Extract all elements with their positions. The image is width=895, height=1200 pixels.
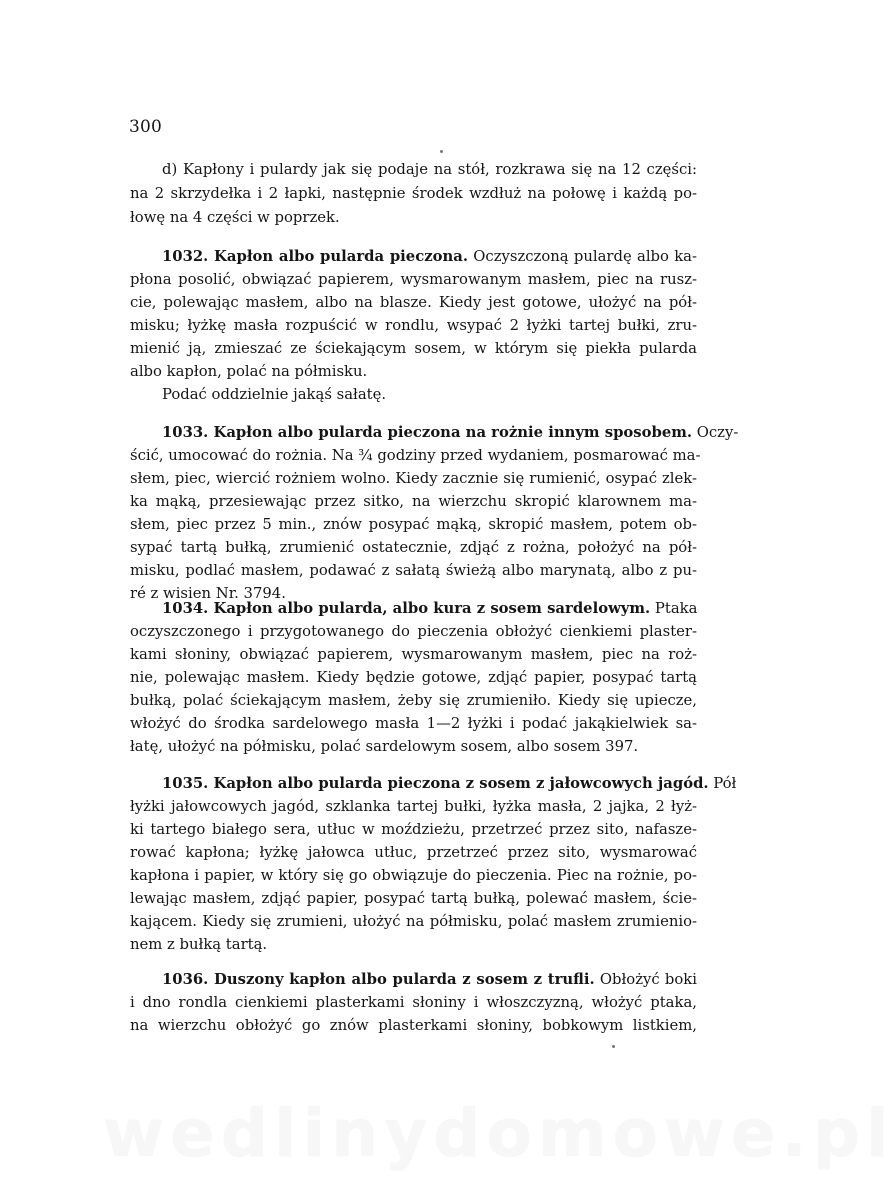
recipe-1035-line-7: kającem. Kiedy się zrumieni, ułożyć na półmisku, polać masłem zrumienio- (130, 913, 697, 930)
recipe-1034-line-5: bułką, polać ściekającym masłem, żeby się zrumieniło. Kiedy się upiecze, (130, 692, 697, 709)
recipe-1034-first-line (162, 597, 697, 620)
recipe-1033-line-8: ré z wisien Nr. 3794. (130, 585, 286, 602)
recipe-1033-line-5: słem, piec przez 5 min., znów posypać mąką, skropić masłem, potem ob- (130, 516, 697, 533)
recipe-1036-first-line (162, 968, 697, 991)
recipe-1032-line-1: Oczyszczoną pulardę albo ka- (468, 248, 698, 265)
recipe-1033-line-6: sypać tartą bułką, zrumienić ostatecznie, zdjąć z rożna, położyć na pół- (130, 539, 697, 556)
recipe-1034-line-2: oczyszczonego i przygotowanego do pieczenia obłożyć cienkiemi plaster- (130, 623, 697, 640)
watermark-text: wedlinydomowe.pl (103, 1095, 895, 1172)
recipe-1032-line-4: misku; łyżkę masła rozpuścić w rondlu, wsypać 2 łyżki tartej bułki, zru- (130, 317, 697, 334)
recipe-1035-heading: 1035. Kapłon albo pularda pieczona z sosem z jałowcowych jagód. (162, 775, 709, 792)
scan-speck (612, 1045, 615, 1048)
recipe-1035-first-line (162, 772, 737, 795)
recipe-1034-line-3: kami słoniny, obwiązać papierem, wysmarowanym masłem, piec na roż- (130, 646, 697, 663)
recipe-1036-line-2: i dno rondla cienkiemi plasterkami słoniny i włoszczyzną, włożyć ptaka, (130, 994, 697, 1011)
recipe-1033-heading: 1033. Kapłon albo pularda pieczona na rożnie innym sposobem. (162, 424, 693, 441)
recipe-1032-line-6: albo kapłon, polać na półmisku. (130, 363, 368, 380)
recipe-1034-line-1: Ptaka (650, 600, 698, 617)
recipe-1033-line-2: ścić, umocować do rożnia. Na ¾ godziny przed wydaniem, posmarować ma- (130, 447, 701, 464)
page-number: 300 (129, 117, 163, 137)
recipe-1035-line-5: kapłona i papier, w który się go obwiązuje do pieczenia. Piec na rożnie, po- (130, 867, 697, 884)
recipe-1033-line-7: misku, podlać masłem, podawać z sałatą świeżą albo marynatą, albo z pu- (130, 562, 697, 579)
recipe-1036-line-3: na wierzchu obłożyć go znów plasterkami słoniny, bobkowym listkiem, (130, 1017, 697, 1034)
recipe-1034-line-6: włożyć do środka sardelowego masła 1—2 łyżki i podać jakąkielwiek sa- (130, 715, 697, 732)
recipe-1033-first-line (162, 421, 739, 444)
recipe-1035-line-4: rować kapłona; łyżkę jałowca utłuc, przetrzeć przez sito, wysmarować (130, 844, 697, 861)
recipe-1036-heading: 1036. Duszony kapłon albo pularda z sosem z trufli. (162, 971, 595, 988)
recipe-1035-line-1: Pół (708, 775, 737, 792)
text-line-intro-3: łowę na 4 części w poprzek. (130, 209, 340, 226)
recipe-1033-line-4: ka mąką, przesiewając przez sitko, na wierzchu skropić klarownem ma- (130, 493, 697, 510)
recipe-1035-line-8: nem z bułką tartą. (130, 936, 268, 953)
recipe-1034-line-7: łatę, ułożyć na półmisku, polać sardelowym sosem, albo sosem 397. (130, 738, 639, 755)
recipe-1034-heading: 1034. Kapłon albo pularda, albo kura z sosem sardelowym. (162, 600, 651, 617)
recipe-1032-line-3: cie, polewając masłem, albo na blasze. Kiedy jest gotowe, ułożyć na pół- (130, 294, 697, 311)
recipe-1032-line-7: Podać oddzielnie jakąś sałatę. (162, 386, 387, 403)
recipe-1033-line-1: Oczy- (692, 424, 739, 441)
recipe-1035-line-6: lewając masłem, zdjąć papier, posypać tartą bułką, polewać masłem, ście- (130, 890, 697, 907)
recipe-1033-line-3: słem, piec, wiercić rożniem wolno. Kiedy zacznie się rumienić, osypać zlek- (130, 470, 697, 487)
recipe-1035-line-3: ki tartego białego sera, utłuc w moździeżu, przetrzeć przez sito, nafasze- (130, 821, 697, 838)
recipe-1032-first-line (162, 245, 697, 268)
scan-speck (440, 150, 443, 153)
recipe-1036-line-1: Obłożyć boki (594, 971, 697, 988)
recipe-1035-line-2: łyżki jałowcowych jagód, szklanka tartej bułki, łyżka masła, 2 jajka, 2 łyż- (130, 798, 697, 815)
text-line-intro-2: na 2 skrzydełka i 2 łapki, następnie środek wzdłuż na połowę i każdą po- (130, 185, 697, 202)
recipe-1032-line-2: płona posolić, obwiązać papierem, wysmarowanym masłem, piec na rusz- (130, 271, 697, 288)
recipe-1032-heading: 1032. Kapłon albo pularda pieczona. (162, 248, 468, 265)
recipe-1034-line-4: nie, polewając masłem. Kiedy będzie gotowe, zdjąć papier, posypać tartą (130, 669, 697, 686)
text-line-intro-1: d) Kapłony i pulardy jak się podaje na stół, rozkrawa się na 12 części: (162, 161, 697, 178)
recipe-1032-line-5: mienić ją, zmieszać ze ściekającym sosem, w którym się piekła pularda (130, 340, 697, 357)
